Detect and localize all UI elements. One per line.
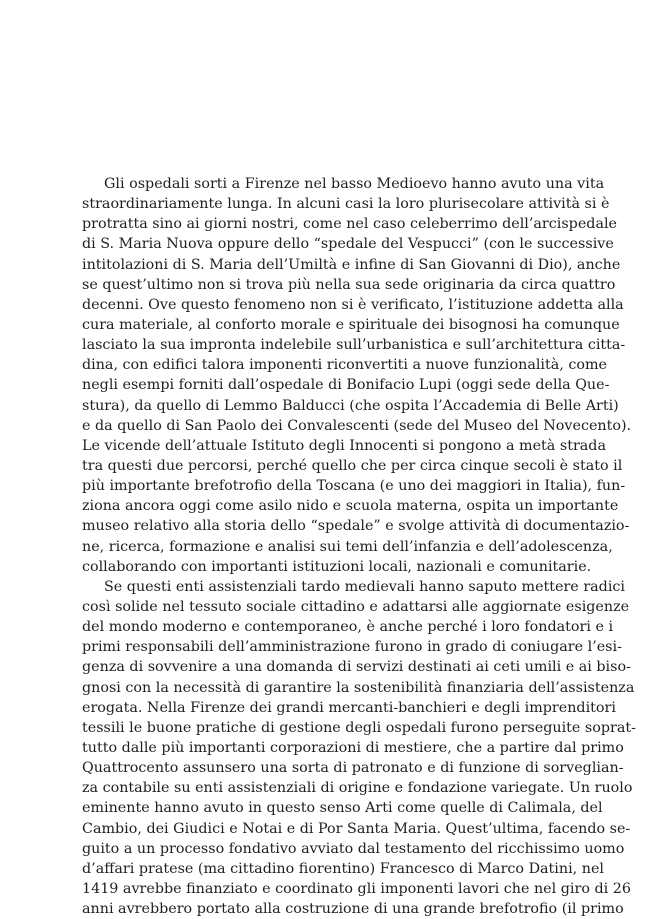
- text-line: cura materiale, al conforto morale e spirituale dei bisognosi ha comunque: [82, 316, 620, 333]
- text-line: anni avrebbero portato alla costruzione di una grande brefotrofio (il primo: [82, 901, 624, 918]
- text-line: tessili le buone pratiche di gestione degli ospedali furono perseguite soprat-: [82, 719, 636, 736]
- text-line: tra questi due percorsi, perché quello che per circa cinque secoli è stato il: [82, 457, 623, 474]
- text-line: stura), da quello di Lemmo Balducci (che ospita l’Accademia di Belle Arti): [82, 397, 619, 414]
- text-line: 1419 avrebbe finanziato e coordinato gli imponenti lavori che nel giro di 26: [82, 880, 631, 897]
- text-line: d’affari pratese (ma cittadino fiorentino) Francesco di Marco Datini, nel: [82, 860, 604, 877]
- text-line: e da quello di San Paolo dei Convalescenti (sede del Museo del Novecento).: [82, 417, 632, 434]
- text-line: negli esempi forniti dall’ospedale di Bonifacio Lupi (oggi sede della Que-: [82, 377, 610, 394]
- paragraph: [82, 174, 632, 577]
- text-line: eminente hanno avuto in questo senso Arti come quelle di Calimala, del: [82, 800, 603, 817]
- paragraph: [82, 577, 636, 919]
- text-line: Gli ospedali sorti a Firenze nel basso Medioevo hanno avuto una vita: [104, 176, 605, 192]
- text-line: Cambio, dei Giudici e Notai e di Por Santa Maria. Quest’ultima, facendo se-: [82, 820, 631, 837]
- text-line: guito a un processo fondativo avviato dal testamento del ricchissimo uomo: [82, 840, 625, 857]
- text-line: collaborando con importanti istituzioni locali, nazionali e comunitarie.: [82, 558, 592, 575]
- text-line: decenni. Ove questo fenomeno non si è verificato, l’istituzione addetta alla: [82, 296, 624, 313]
- text-line: museo relativo alla storia dello “spedale” e svolge attività di documentazio-: [82, 518, 630, 535]
- text-line: gnosi con la necessità di garantire la sostenibilità finanziaria dell’assistenza: [82, 679, 635, 696]
- text-line: protratta sino ai giorni nostri, come nel caso celeberrimo dell’arcispedale: [82, 216, 617, 233]
- text-line: di S. Maria Nuova oppure dello “spedale del Vespucci” (con le successive: [82, 236, 614, 253]
- text-line: ne, ricerca, formazione e analisi sui temi dell’infanzia e dell’adolescenza,: [82, 538, 613, 555]
- text-line: tutto dalle più importanti corporazioni di mestiere, che a partire dal primo: [82, 739, 624, 756]
- text-line: del mondo moderno e contemporaneo, è anche perché i loro fondatori e i: [82, 619, 614, 636]
- text-line: Le vicende dell’attuale Istituto degli Innocenti si pongono a metà strada: [82, 437, 606, 454]
- text-line: intitolazioni di S. Maria dell’Umiltà e infine di San Giovanni di Dio), anche: [82, 256, 621, 273]
- text-line: ziona ancora oggi come asilo nido e scuola materna, ospita un importante: [82, 498, 619, 515]
- text-line: erogata. Nella Firenze dei grandi mercanti-banchieri e degli imprenditori: [82, 699, 616, 716]
- text-line: Se questi enti assistenziali tardo medievali hanno saputo mettere radici: [104, 578, 625, 595]
- text-line: genza di sovvenire a una domanda di servizi destinati ai ceti umili e ai biso-: [82, 659, 631, 676]
- text-line: dina, con edifici talora imponenti riconvertiti a nuove funzionalità, come: [82, 357, 607, 374]
- text-line: za contabile su enti assistenziali di origine e fondazione variegate. Un ruolo: [82, 780, 633, 797]
- text-line: straordinariamente lunga. In alcuni casi la loro plurisecolare attività si è: [82, 196, 610, 213]
- text-line: lasciato la sua impronta indelebile sull’urbanistica e sull’architettura citta-: [82, 337, 626, 354]
- text-line: primi responsabili dell’amministrazione furono in grado di coniugare l’esi-: [82, 639, 622, 656]
- body-text: [82, 174, 636, 919]
- text-line: più importante brefotrofio della Toscana (e uno dei maggiori in Italia), fun-: [82, 478, 626, 495]
- text-line: Quattrocento assunsero una sorta di patronato e di funzione di sorveglian-: [82, 760, 624, 777]
- text-line: se quest’ultimo non si trova più nella sua sede originaria da circa quattro: [82, 276, 616, 293]
- text-line: così solide nel tessuto sociale cittadino e adattarsi alle aggiornate esigenze: [82, 598, 630, 615]
